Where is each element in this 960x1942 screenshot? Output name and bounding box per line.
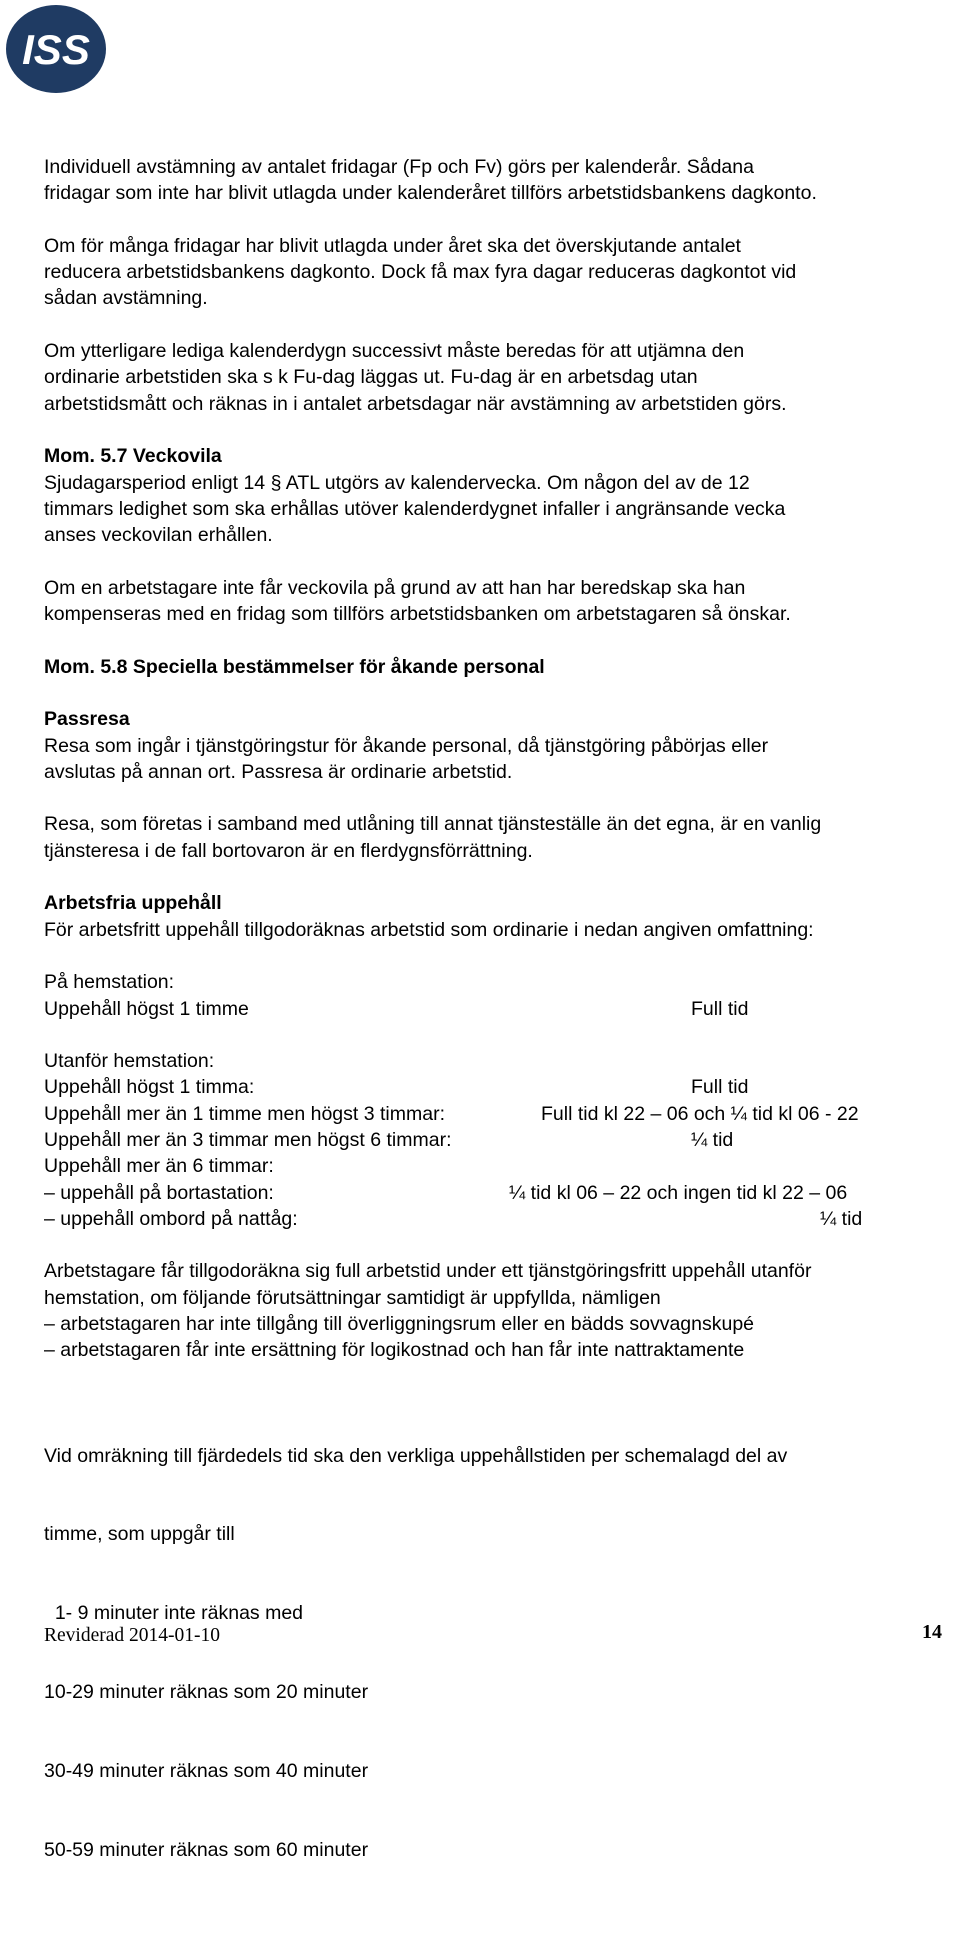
hemstation-label: På hemstation: [44, 971, 175, 994]
utanfor-row: – uppehåll på bortastation: ¼ tid kl 06 – 22 och ingen tid kl 22 – 06 [44, 1181, 848, 1204]
section-passresa: Passresa Resa som ingår i tjänstgöringstur för åkande personal, då tjänstgöring påbörjas eller avslutas på annan ort. Passresa är ordinarie arbetstid. [44, 706, 944, 785]
passresa-heading: Passresa [44, 708, 130, 731]
utanfor-row: Uppehåll högst 1 timma: Full tid [44, 1076, 749, 1099]
utanfor-label: Utanför hemstation: [44, 1050, 215, 1073]
utanfor-row: Uppehåll mer än 3 timmar men högst 6 timmar: ¼ tid [44, 1128, 734, 1151]
utanfor-row: Uppehåll mer än 1 timme men högst 3 timmar: Full tid kl 22 – 06 och ¼ tid kl 06 - 22 [44, 1102, 859, 1125]
paragraph-3: Om ytterligare lediga kalenderdygn successivt måste beredas för att utjämna den ordinarie arbetstiden ska s k Fu-dag läggas ut. Fu-dag är en arbetsdag utan arbetstidsmått och räknas in i antalet arbetsdagar när avstämning av arbetstiden görs. [44, 340, 787, 415]
utanfor-row: Uppehåll mer än 6 timmar: [44, 1155, 274, 1178]
page-number: 14 [922, 1621, 942, 1643]
paragraph-tjansteresa: Resa, som företas i samband med utlåning till annat tjänsteställe än det egna, är en vanlig tjänsteresa i de fall bortovaron är en flerdygnsförrättning. [44, 813, 822, 862]
iss-logo-text: ISS [22, 26, 90, 73]
paragraph-1: Individuell avstämning av antalet fridagar (Fp och Fv) görs per kalenderår. Sådana fridagar som inte har blivit utlagda under kalenderåret tillförs arbetstidsbankens dagkonto. [44, 156, 817, 205]
paragraph-omrakning: Vid omräkning till fjärdedels tid ska den verkliga uppehållstiden per schemalagd del av timme, som uppgår till 1- 9 minuter inte räknas med 10-29 minuter räknas som 20 minuter 30-49 minuter räknas som 40 minuter 50-59 minuter räknas som 60 minuter [44, 1444, 788, 1861]
section-mom-5-7: Mom. 5.7 Veckovila Sjudagarsperiod enligt 14 § ATL utgörs av kalendervecka. Om någon del av de 12 timmars ledighet som ska erhållas utöver kalenderdygnet infaller i angränsande vecka anses veckovilan erhållen. [44, 443, 944, 548]
mom-5-7-heading: Mom. 5.7 Veckovila [44, 445, 222, 468]
paragraph-2: Om för många fridagar har blivit utlagda under året ska det överskjutande antalet reducera arbetstidsbankens dagkonto. Dock få max fyra dagar reduceras dagkontot vid sådan avstämning. [44, 234, 797, 310]
iss-logo [4, 2, 108, 97]
hemstation-row: Uppehåll högst 1 timme Full tid [44, 997, 749, 1020]
paragraph-full-arbetstid: Arbetstagare får tillgodoräkna sig full arbetstid under ett tjänstgöringsfritt uppehåll utanför hemstation, om följande förutsättningar samtidigt är uppfyllda, nämligen – arbetstagaren har inte tillgång till överliggningsrum eller en bädds sovvagnskupé – arbetstagaren får inte ersättning för logikostnad och han får inte nattraktamente [44, 1260, 812, 1362]
mom-5-8-heading: Mom. 5.8 Speciella bestämmelser för åkande personal [44, 655, 545, 678]
revision-date: Reviderad 2014-01-10 [44, 1625, 220, 1646]
paragraph-veckovila-beredskap: Om en arbetstagare inte får veckovila på grund av att han har beredskap ska han kompenseras med en fridag som tillförs arbetstidsbanken om arbetstagaren så önskar. [44, 576, 791, 626]
section-mom-5-8 [44, 654, 944, 680]
utanfor-hemstation-block [44, 1048, 944, 1232]
hemstation-block [44, 969, 944, 1022]
section-arbetsfria-uppehall: Arbetsfria uppehåll För arbetsfritt uppehåll tillgodoräknas arbetstid som ordinarie i nedan angiven omfattning: [44, 890, 944, 943]
document-body [44, 154, 944, 1942]
arbetsfria-heading: Arbetsfria uppehåll [44, 892, 222, 915]
utanfor-row: – uppehåll ombord på nattåg: ¼ tid [44, 1207, 863, 1230]
